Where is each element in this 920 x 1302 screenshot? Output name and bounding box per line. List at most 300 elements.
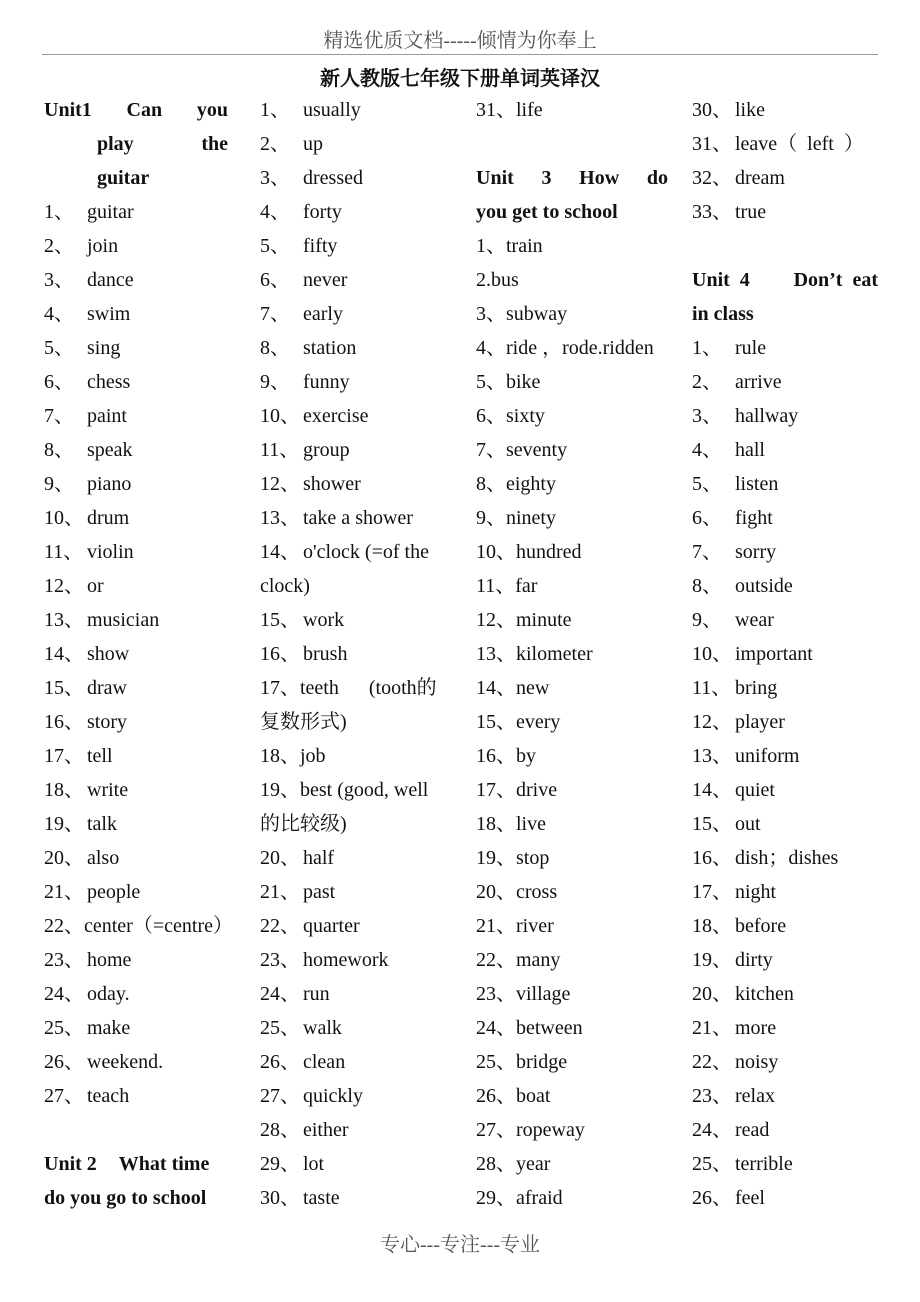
item-number: 6、	[44, 371, 74, 393]
item-word: player	[735, 711, 785, 733]
word-item	[260, 875, 450, 909]
item-word: or	[87, 575, 104, 597]
item-word: guitar	[87, 201, 134, 223]
item-word: hall	[735, 439, 765, 461]
item-number: 28、	[260, 1119, 300, 1141]
unit2-heading-line2: do you go to school	[44, 1187, 207, 1209]
item-number: 22、	[260, 915, 300, 937]
word-item	[476, 1113, 670, 1147]
item-number: 10、	[44, 507, 84, 529]
item-word: noisy	[735, 1051, 779, 1073]
word-item	[260, 943, 450, 977]
item-word: forty	[303, 201, 342, 223]
unit1-heading-line3: guitar	[97, 167, 150, 189]
word-item	[476, 671, 670, 705]
word-item	[260, 263, 450, 297]
item-word: half	[303, 847, 335, 869]
item-word: like	[735, 99, 765, 121]
item-word: cross	[516, 881, 558, 903]
item-number: 17、	[692, 881, 732, 903]
item-number: 18、	[476, 813, 516, 835]
item-number: 28、	[476, 1153, 516, 1175]
word-item	[44, 637, 230, 671]
item-number: 24、	[260, 983, 300, 1005]
item-number: 30、	[260, 1187, 300, 1209]
word-item	[260, 93, 450, 127]
spacer	[44, 1113, 230, 1147]
item-word: usually	[303, 99, 361, 121]
item-number: 6、	[260, 269, 290, 291]
item-word: exercise	[303, 405, 369, 427]
item-number: 10、	[476, 541, 516, 563]
column-2	[260, 93, 450, 1215]
word-item	[44, 705, 230, 739]
word-item	[476, 739, 670, 773]
item-word: terrible	[735, 1153, 793, 1175]
item-number: 20、	[476, 881, 516, 903]
word-item	[44, 1079, 230, 1113]
item-number: 20、	[260, 847, 300, 869]
item-word: group	[303, 439, 350, 461]
item-word: uniform	[735, 745, 800, 767]
item-word: talk	[87, 813, 117, 835]
unit4-heading-line2: in class	[692, 303, 754, 325]
item-word: dream	[735, 167, 785, 189]
item-number: 4、	[44, 303, 74, 325]
item-number: 24、	[476, 1017, 516, 1039]
item-word: village	[516, 983, 571, 1005]
item-word: speak	[87, 439, 133, 461]
item-number: 8、	[44, 439, 74, 461]
item-number: 16、	[260, 643, 300, 665]
word-item	[44, 807, 230, 841]
item-word: kitchen	[735, 983, 794, 1005]
item-number: 9、	[260, 371, 290, 393]
item-number: 25、	[692, 1153, 732, 1175]
item-word: rule	[735, 337, 767, 359]
item-number: 7、	[44, 405, 74, 427]
item-word: subway	[506, 303, 568, 325]
item-word: arrive	[735, 371, 782, 393]
item-word: story	[87, 711, 127, 733]
item-number: 8、	[260, 337, 290, 359]
word-item	[476, 1147, 670, 1181]
item-word: draw	[87, 677, 127, 699]
item-number: 3、	[476, 303, 506, 325]
word-item	[476, 399, 670, 433]
item-number: 12、	[476, 609, 516, 631]
word-item	[476, 773, 670, 807]
item-number: 1、	[476, 235, 506, 257]
item-number: 1、	[260, 99, 290, 121]
word-item	[260, 977, 450, 1011]
item-number: 1、	[692, 337, 722, 359]
item-word: quiet	[735, 779, 775, 801]
item-word: either	[303, 1119, 349, 1141]
item-number: 14、	[44, 643, 84, 665]
word-item	[476, 501, 670, 535]
item-word: paint	[87, 405, 127, 427]
item-word: bus	[491, 269, 519, 291]
item-number: 16、	[692, 847, 732, 869]
word-item	[476, 705, 670, 739]
spacer	[476, 127, 670, 161]
item-word: afraid	[516, 1187, 563, 1209]
word-item: 22、center （=centre）	[44, 915, 233, 937]
item-number: 33、	[692, 201, 732, 223]
word-item	[476, 603, 670, 637]
item-number: 15、	[692, 813, 732, 835]
item-number: 15、	[476, 711, 516, 733]
item-word: minute	[516, 609, 572, 631]
word-item	[692, 331, 880, 365]
item-word: train	[506, 235, 543, 257]
item-number: 2、	[692, 371, 722, 393]
word-item	[260, 1011, 450, 1045]
item-number: 15、	[260, 609, 300, 631]
column-1	[44, 93, 233, 1215]
item-number: 6、	[692, 507, 722, 529]
item-word: live	[516, 813, 546, 835]
item-word: true	[735, 201, 767, 223]
item-word: clean	[303, 1051, 346, 1073]
item-word: taste	[303, 1187, 340, 1209]
word-item	[44, 229, 230, 263]
item-number: 2.	[476, 269, 491, 291]
item-number: 11、	[44, 541, 84, 563]
item-number: 32、	[692, 167, 732, 189]
item-word: swim	[87, 303, 131, 325]
item-word: past	[303, 881, 336, 903]
item-number: 11、	[260, 439, 300, 461]
word-item	[260, 501, 450, 535]
word-item	[476, 569, 670, 603]
item-number: 25、	[260, 1017, 300, 1039]
word-item	[44, 1011, 230, 1045]
item-word: run	[303, 983, 330, 1005]
word-item	[692, 1147, 880, 1181]
item-number: 21、	[692, 1017, 732, 1039]
unit1-heading-line1: Unit1 Can you	[44, 99, 228, 121]
word-item	[476, 637, 670, 671]
item-word: drum	[87, 507, 130, 529]
item-number: 7、	[692, 541, 722, 563]
word-item	[692, 535, 880, 569]
word-item	[44, 501, 230, 535]
word-item	[692, 365, 880, 399]
item-number: 10、	[260, 405, 300, 427]
item-word: new	[516, 677, 550, 699]
item-word: bridge	[516, 1051, 568, 1073]
word-item	[260, 1079, 450, 1113]
item-number: 18、	[44, 779, 84, 801]
item-number: 1、	[44, 201, 74, 223]
item-word: show	[87, 643, 130, 665]
item-word: people	[87, 881, 141, 903]
word-item	[44, 399, 230, 433]
word-item	[44, 739, 230, 773]
item-word: sixty	[506, 405, 545, 427]
word-item	[260, 195, 450, 229]
item-word: night	[735, 881, 777, 903]
word-item	[476, 433, 670, 467]
word-item	[260, 1147, 450, 1181]
item-word: important	[735, 643, 813, 665]
item-word: sing	[87, 337, 121, 359]
item-number: 27、	[260, 1085, 300, 1107]
item-number: 4、	[476, 337, 506, 359]
word-item	[44, 977, 230, 1011]
unit4-heading-line1: Unit 4 Don’t eat	[692, 269, 878, 291]
word-item	[692, 773, 880, 807]
item-number: 23、	[260, 949, 300, 971]
item-word: also	[87, 847, 120, 869]
item-number: 8、	[692, 575, 722, 597]
item-word: make	[87, 1017, 131, 1039]
item-word: fifty	[303, 235, 338, 257]
item-word: early	[303, 303, 343, 325]
item-word: far	[515, 575, 538, 597]
item-word: violin	[87, 541, 134, 563]
item-number: 20、	[44, 847, 84, 869]
column-3	[476, 93, 670, 1215]
item-number: 21、	[260, 881, 300, 903]
word-item	[692, 1079, 880, 1113]
item-number: 13、	[476, 643, 516, 665]
item-word: listen	[735, 473, 779, 495]
word-item: 31、 life	[476, 99, 543, 121]
item-number: 9、	[44, 473, 74, 495]
item-number: 21、	[476, 915, 516, 937]
item-word: ropeway	[516, 1119, 585, 1141]
item-number: 8、	[476, 473, 506, 495]
item-number: 19、	[692, 949, 732, 971]
item-number: 31、	[692, 133, 732, 155]
word-item	[476, 331, 670, 365]
word-item	[260, 909, 450, 943]
word-item: 18、 job	[260, 745, 326, 767]
word-item	[692, 1181, 880, 1215]
word-item	[692, 603, 880, 637]
item-word: up	[303, 133, 323, 155]
item-number: 17、	[476, 779, 516, 801]
item-word: bike	[506, 371, 541, 393]
item-number: 26、	[260, 1051, 300, 1073]
word-item	[692, 1045, 880, 1079]
item-word: take a shower	[303, 507, 413, 529]
item-number: 13、	[44, 609, 84, 631]
word-item	[260, 297, 450, 331]
word-item	[260, 433, 450, 467]
word-item	[476, 1181, 670, 1215]
word-item	[260, 1045, 450, 1079]
word-item: 17、teeth (tooth的	[260, 677, 437, 699]
word-item	[260, 399, 450, 433]
word-item	[476, 365, 670, 399]
word-item	[692, 909, 880, 943]
word-item-continuation: 的比较级)	[260, 813, 347, 835]
item-number: 10、	[692, 643, 732, 665]
word-item	[260, 467, 450, 501]
word-item	[476, 841, 670, 875]
item-number: 20、	[692, 983, 732, 1005]
item-word: homework	[303, 949, 389, 971]
word-item	[692, 127, 880, 161]
item-number: 12、	[260, 473, 300, 495]
unit1-heading-line2: play the	[97, 133, 228, 155]
item-word: quickly	[303, 1085, 363, 1107]
item-number: 27、	[476, 1119, 516, 1141]
word-item	[476, 467, 670, 501]
item-word: dirty	[735, 949, 773, 971]
item-number: 3、	[692, 405, 722, 427]
unit3-heading-line2: you get to school	[476, 201, 618, 223]
item-number: 29、	[260, 1153, 300, 1175]
item-number: 25、	[44, 1017, 84, 1039]
item-word: o'clock (=of the	[303, 541, 429, 563]
word-item	[476, 263, 670, 297]
item-number: 23、	[692, 1085, 732, 1107]
item-number: 11、	[476, 575, 516, 597]
word-item	[44, 331, 230, 365]
word-item	[476, 977, 670, 1011]
item-number: 9、	[476, 507, 506, 529]
word-item	[476, 807, 670, 841]
document-title: 新人教版七年级下册单词英译汉	[320, 68, 600, 90]
item-word: ninety	[506, 507, 556, 529]
item-word: wear	[735, 609, 774, 631]
page-footer: 专心---专注---专业	[380, 1234, 540, 1256]
header-divider	[42, 54, 878, 55]
word-item	[692, 841, 880, 875]
word-item	[692, 1113, 880, 1147]
word-item	[692, 977, 880, 1011]
word-item	[44, 671, 230, 705]
item-word: bring	[735, 677, 778, 699]
item-number: 2、	[44, 235, 74, 257]
item-word: chess	[87, 371, 131, 393]
word-item	[260, 637, 450, 671]
word-item	[692, 807, 880, 841]
item-word: kilometer	[516, 643, 593, 665]
item-number: 5、	[692, 473, 722, 495]
item-word: relax	[735, 1085, 775, 1107]
word-item	[476, 229, 670, 263]
word-item	[476, 1011, 670, 1045]
word-item	[692, 433, 880, 467]
word-item	[692, 467, 880, 501]
item-number: 14、	[476, 677, 516, 699]
word-item	[692, 161, 880, 195]
word-item-continuation: 复数形式)	[260, 711, 347, 733]
item-number: 21、	[44, 881, 84, 903]
item-number: 22、	[476, 949, 516, 971]
item-word: stop	[516, 847, 550, 869]
item-word: fight	[735, 507, 773, 529]
item-word: tell	[87, 745, 113, 767]
item-number: 3、	[260, 167, 290, 189]
item-word: drive	[516, 779, 558, 801]
column-4	[692, 93, 880, 1215]
word-item	[44, 841, 230, 875]
word-item	[260, 161, 450, 195]
word-item	[476, 875, 670, 909]
item-number: 2、	[260, 133, 290, 155]
item-word: outside	[735, 575, 793, 597]
item-number: 11、	[692, 677, 732, 699]
item-number: 29、	[476, 1187, 516, 1209]
word-item	[260, 1113, 450, 1147]
word-item-continuation: clock)	[260, 575, 310, 597]
item-number: 26、	[692, 1187, 732, 1209]
item-number: 24、	[44, 983, 84, 1005]
item-word: dance	[87, 269, 134, 291]
item-number: 4、	[692, 439, 722, 461]
unit2-heading-line1: Unit 2 What time	[44, 1153, 210, 1175]
item-number: 26、	[476, 1085, 516, 1107]
item-word: between	[516, 1017, 583, 1039]
item-word: shower	[303, 473, 361, 495]
item-word: by	[516, 745, 536, 767]
item-word: home	[87, 949, 132, 971]
item-word: write	[87, 779, 129, 801]
word-item	[476, 297, 670, 331]
item-word: leave（ left ）	[735, 133, 864, 155]
item-number: 5、	[476, 371, 506, 393]
word-item	[692, 195, 880, 229]
word-item	[260, 603, 450, 637]
word-item	[692, 705, 880, 739]
word-item	[692, 93, 880, 127]
word-item	[44, 195, 230, 229]
word-item	[476, 909, 670, 943]
word-item	[476, 1045, 670, 1079]
item-word: sorry	[735, 541, 777, 563]
item-number: 25、	[476, 1051, 516, 1073]
word-item	[44, 433, 230, 467]
item-number: 24、	[692, 1119, 732, 1141]
item-number: 14、	[692, 779, 732, 801]
item-word: read	[735, 1119, 770, 1141]
item-number: 12、	[692, 711, 732, 733]
item-word: every	[516, 711, 561, 733]
item-number: 6、	[476, 405, 506, 427]
word-item	[44, 569, 230, 603]
word-item	[692, 739, 880, 773]
item-number: 3、	[44, 269, 74, 291]
word-item	[260, 365, 450, 399]
item-word: work	[303, 609, 345, 631]
item-word: station	[303, 337, 357, 359]
item-number: 30、	[692, 99, 732, 121]
item-number: 7、	[476, 439, 506, 461]
word-item	[260, 331, 450, 365]
item-word: funny	[303, 371, 350, 393]
word-item	[692, 569, 880, 603]
word-item	[692, 637, 880, 671]
word-item	[44, 365, 230, 399]
item-word: musician	[87, 609, 160, 631]
word-item	[44, 943, 230, 977]
item-word: walk	[303, 1017, 342, 1039]
word-item	[260, 229, 450, 263]
item-number: 26、	[44, 1051, 84, 1073]
item-number: 27、	[44, 1085, 84, 1107]
item-number: 14、	[260, 541, 300, 563]
item-word: weekend.	[87, 1051, 164, 1073]
item-word: before	[735, 915, 787, 937]
item-number: 23、	[44, 949, 84, 971]
